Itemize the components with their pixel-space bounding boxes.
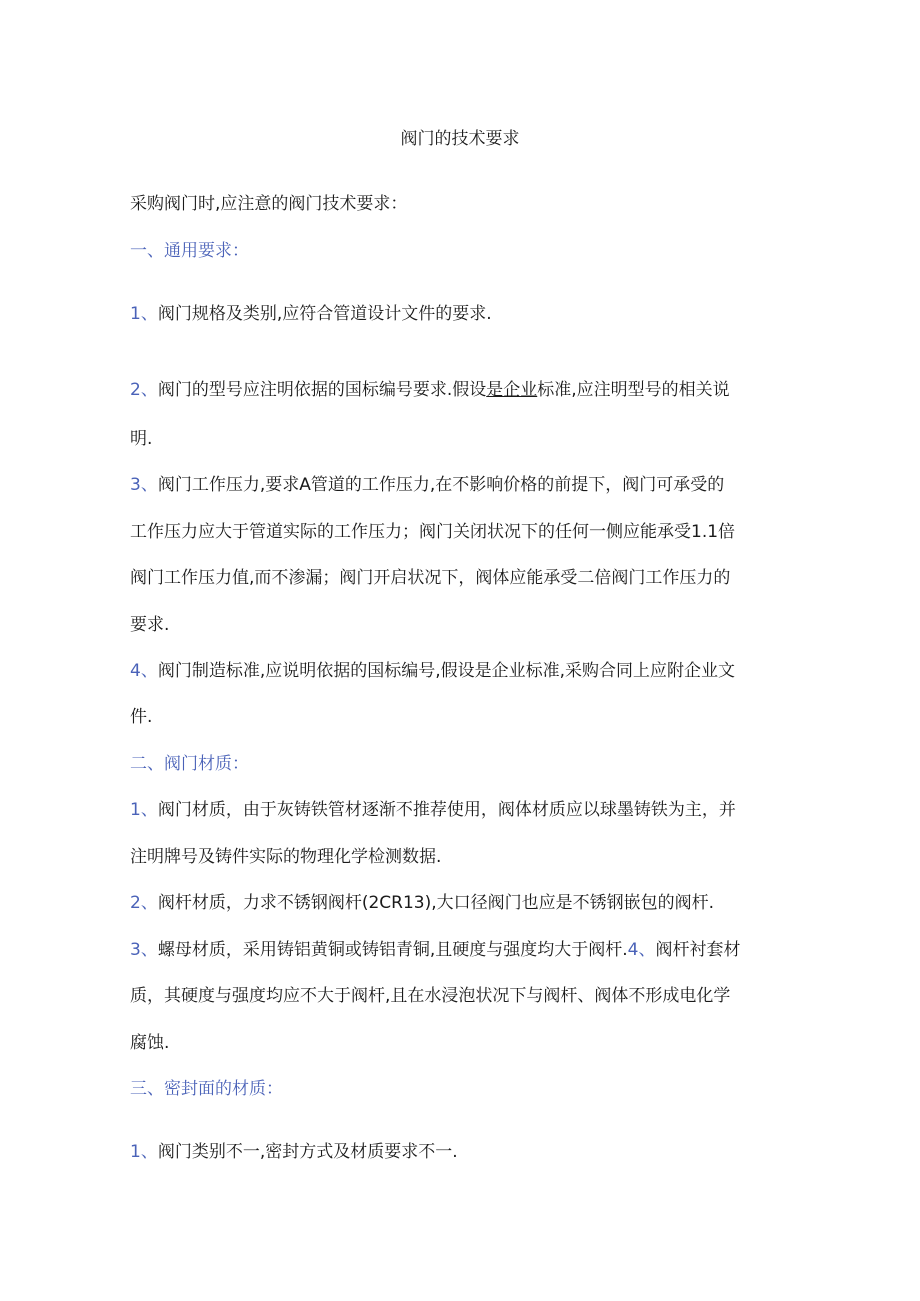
s2-item-3-number: 3、 xyxy=(130,940,158,960)
s1-item-4 xyxy=(130,660,810,682)
s2-item-4-number: 4、 xyxy=(627,940,656,960)
s2-item-4-text: 阀杆衬套材 xyxy=(655,940,741,960)
s1-item-4-line-1: 阀门制造标准,应说明依据的国标编号,假设是企业标准,采购合同上应附企业文 xyxy=(157,661,736,681)
s2-item-1 xyxy=(130,799,810,821)
s1-item-3-line-1: 阀门工作压力,要求A管道的工作压力,在不影响价格的前提下，阀门可承受的 xyxy=(157,475,725,495)
s3-item-1-text: 阀门类别不一,密封方式及材质要求不一. xyxy=(157,1142,458,1162)
s3-item-1-number: 1、 xyxy=(130,1142,158,1162)
s2-item-1-line-1: 阀门材质，由于灰铸铁管材逐渐不推荐使用，阀体材质应以球墨铸铁为主，并 xyxy=(157,800,736,820)
s1-item-2-underlined: 是企业 xyxy=(486,380,538,400)
s1-item-3-line-4: 要求. xyxy=(130,615,170,635)
section-1-heading: 一、通用要求： xyxy=(130,241,249,261)
s2-item-2 xyxy=(130,892,810,914)
s1-item-3-line-2: 工作压力应大于管道实际的工作压力；阀门关闭状况下的任何一侧应能承受1.1倍 xyxy=(130,522,736,542)
s1-item-2-text-c: 标准,应注明型号的相关说 xyxy=(537,380,730,400)
s3-item-1 xyxy=(130,1141,810,1163)
s1-item-2-line-2: 明. xyxy=(130,429,153,449)
page-title: 阀门的技术要求 xyxy=(400,129,520,149)
s1-item-1 xyxy=(130,303,810,325)
s2-item-2-number: 2、 xyxy=(130,893,158,913)
s2-item-3 xyxy=(130,939,810,961)
s1-item-2-text-a: 阀门的型号应注明依据的国标编号要求.假设 xyxy=(157,380,487,400)
s1-item-3-line-3: 阀门工作压力值,而不渗漏；阀门开启状况下，阀体应能承受二倍阀门工作压力的 xyxy=(130,568,731,588)
s2-item-1-line-2: 注明牌号及铸件实际的物理化学检测数据. xyxy=(130,847,442,867)
s1-item-2-number: 2、 xyxy=(130,380,158,400)
s1-item-3-number: 3、 xyxy=(130,475,158,495)
s1-item-2 xyxy=(130,379,810,401)
s1-item-1-text: 阀门规格及类别,应符合管道设计文件的要求. xyxy=(157,304,492,324)
intro-text: 采购阀门时,应注意的阀门技术要求： xyxy=(130,194,408,214)
s2-item-4-line-3: 腐蚀. xyxy=(130,1033,170,1053)
section-3-heading: 三、密封面的材质： xyxy=(130,1079,283,1099)
s2-item-3-text: 螺母材质，采用铸铝黄铜或铸铝青铜,且硬度与强度均大于阀杆. xyxy=(157,940,628,960)
s1-item-4-line-2: 件. xyxy=(130,707,153,727)
s1-item-1-number: 1、 xyxy=(130,304,158,324)
s2-item-2-text: 阀杆材质，力求不锈钢阀杆(2CR13),大口径阀门也应是不锈钢嵌包的阀杆. xyxy=(157,893,715,913)
s2-item-4-line-2: 质，其硬度与强度均应不大于阀杆,且在水浸泡状况下与阀杆、阀体不形成电化学 xyxy=(130,986,731,1006)
s1-item-3 xyxy=(130,474,810,496)
s1-item-4-number: 4、 xyxy=(130,661,158,681)
s2-item-1-number: 1、 xyxy=(130,800,158,820)
section-2-heading: 二、阀门材质： xyxy=(130,754,249,774)
